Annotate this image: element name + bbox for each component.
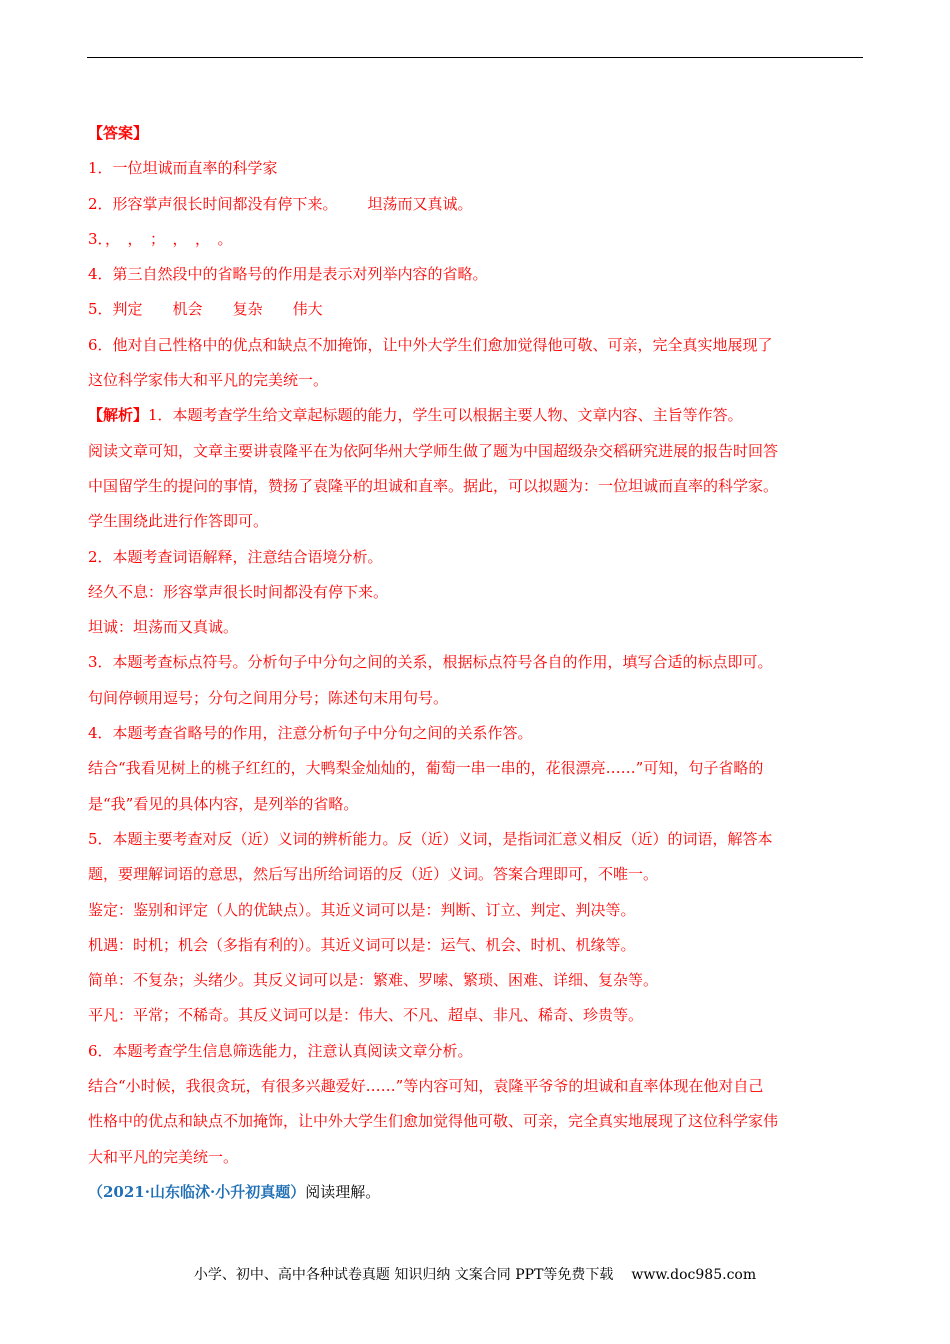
analysis-line: 机遇：时机；机会（多指有利的）。其近义词可以是：运气、机会、时机、机缘等。 xyxy=(88,935,636,954)
page-footer xyxy=(0,1264,950,1284)
analysis-line: 3．本题考查标点符号。分析句子中分句之间的关系，根据标点符号各自的作用，填写合适的标点即可。 xyxy=(88,653,773,672)
analysis-line xyxy=(88,398,863,433)
header-rule xyxy=(87,57,863,58)
analysis-line: 题，要理解词语的意思，然后写出所给词语的反（近）义词。答案合理即可，不唯一。 xyxy=(88,865,659,884)
analysis-line: 是“我”看见的具体内容，是列举的省略。 xyxy=(88,794,359,813)
answer-2 xyxy=(88,187,863,222)
analysis-header: 【解析】 xyxy=(88,406,149,425)
analysis-line: 鉴定：鉴别和评定（人的优缺点）。其近义词可以是：判断、订立、判定、判决等。 xyxy=(88,900,636,919)
analysis-line: 结合“我看见树上的桃子红红的，大鸭梨金灿灿的，葡萄一串一串的，花很漂亮……”可知，句子省略的 xyxy=(88,759,764,778)
analysis-line: 中国留学生的提问的事情，赞扬了袁隆平的坦诚和直率。据此，可以拟题为：一位坦诚而直率的科学家。 xyxy=(88,476,779,495)
question-source xyxy=(88,1175,863,1210)
analysis-line: 学生围绕此进行作答即可。 xyxy=(88,512,269,531)
analysis-line: 5．本题主要考查对反（近）义词的辨析能力。反（近）义词，是指词汇意义相反（近）的词语，解答本 xyxy=(88,829,773,848)
analysis-line: 坦诚：坦荡而又真诚。 xyxy=(88,618,239,637)
analysis-line: 经久不息：形容掌声很长时间都没有停下来。 xyxy=(88,582,389,601)
answer-header: 【答案】 xyxy=(88,124,149,142)
analysis-line: 6．本题考查学生信息筛选能力，注意认真阅读文章分析。 xyxy=(88,1041,473,1060)
analysis-line: 阅读文章可知，文章主要讲袁隆平在为依阿华州大学师生做了题为中国超级杂交稻研究进展的报告时回答 xyxy=(88,441,779,460)
document-body xyxy=(88,116,863,1210)
answer-2-part2: 坦荡而又真诚。 xyxy=(367,194,473,213)
footer-text: 小学、初中、高中各种试卷真题 知识归纳 文案合同 PPT等免费下载 xyxy=(193,1267,614,1283)
analysis-line: 结合“小时候，我很贪玩，有很多兴趣爱好……”等内容可知，袁隆平爷爷的坦诚和直率体现在他对自己 xyxy=(88,1077,764,1096)
answer-5 xyxy=(88,292,863,327)
answer-5-word: 机会 xyxy=(172,300,203,319)
answer-6-line1: 6．他对自己性格中的优点和缺点不加掩饰，让中外大学生们愈加觉得他可敬、可亲，完全真实地展现了 xyxy=(88,335,773,354)
analysis-line: 性格中的优点和缺点不加掩饰，让中外大学生们愈加觉得他可敬、可亲，完全真实地展现了这位科学家伟 xyxy=(88,1112,779,1131)
source-text: 阅读理解。 xyxy=(305,1182,381,1201)
answer-2-part1: 2．形容掌声很长时间都没有停下来。 xyxy=(88,194,338,213)
source-tag: （2021·山东临沭·小升初真题） xyxy=(88,1182,306,1201)
answer-1: 1．一位坦诚而直率的科学家 xyxy=(88,159,278,178)
answer-5-word: 复杂 xyxy=(232,300,263,319)
analysis-line-1: 1．本题考查学生给文章起标题的能力，学生可以根据主要人物、文章内容、主旨等作答。 xyxy=(148,406,743,425)
analysis-line: 4．本题考查省略号的作用，注意分析句子中分句之间的关系作答。 xyxy=(88,724,533,743)
answer-6-line2: 这位科学家伟大和平凡的完美统一。 xyxy=(88,371,329,390)
answer-3: 3．， ， ； ， ， 。 xyxy=(88,229,233,248)
analysis-line: 大和平凡的完美统一。 xyxy=(88,1147,239,1166)
footer-site-link[interactable]: www.doc985.com xyxy=(631,1267,757,1283)
answer-5-prefix: 5．判定 xyxy=(88,300,143,319)
analysis-line: 平凡：平常；不稀奇。其反义词可以是：伟大、不凡、超卓、非凡、稀奇、珍贵等。 xyxy=(88,1006,644,1025)
answer-5-word: 伟大 xyxy=(292,300,323,319)
analysis-line: 简单：不复杂；头绪少。其反义词可以是：繁难、罗嗦、繁琐、困难、详细、复杂等。 xyxy=(88,971,659,990)
answer-4: 4．第三自然段中的省略号的作用是表示对列举内容的省略。 xyxy=(88,265,488,284)
analysis-line: 2．本题考查词语解释，注意结合语境分析。 xyxy=(88,547,383,566)
analysis-line: 句间停顿用逗号；分句之间用分号；陈述句末用句号。 xyxy=(88,688,449,707)
